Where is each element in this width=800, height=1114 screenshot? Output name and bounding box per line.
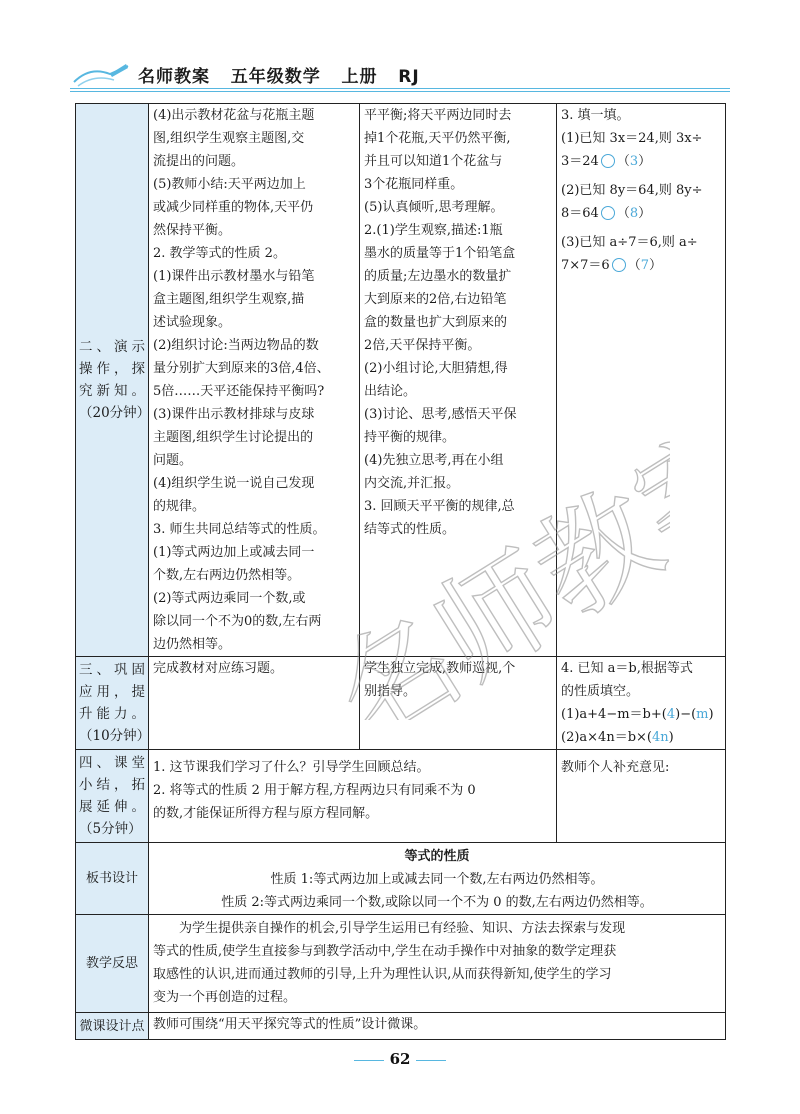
exercise4-answer2: m	[696, 707, 709, 722]
micro-lesson-text: 教师可围绕“用天平探究等式的性质”设计微课。	[153, 1017, 427, 1032]
teacher-activity-line: 盒主题图,组织学生观察,描	[153, 292, 305, 307]
teacher-activity-line: 量分别扩大到原来的3倍,4倍、	[153, 361, 330, 376]
micro-lesson-label: 微课设计点	[76, 1013, 149, 1040]
exercise-q1-expr: 3＝24	[561, 154, 599, 169]
teacher-activity-line: 流提出的问题。	[153, 154, 245, 169]
exercise4-line3	[561, 703, 721, 726]
board-design-content	[149, 843, 726, 915]
teacher-activity-line: (5)教师小结:天平两边加上	[153, 177, 306, 192]
reflection-line: 为学生提供亲自操作的机会,引导学生运用已有经验、知识、方法去探索与发现	[179, 921, 626, 936]
reflection-label: 教学反思	[76, 915, 149, 1013]
teacher-note-cell	[557, 750, 726, 843]
stage-label-explore: 二、演示操作，探究新知。（20分钟）	[76, 104, 149, 657]
teacher-note-label: 教师个人补充意见:	[561, 760, 670, 775]
student-activity-line: 的质量;左边墨水的数量扩	[364, 269, 512, 284]
teacher-activity-line: 3. 师生共同总结等式的性质。	[153, 522, 326, 537]
watermark-text: 名师教案	[310, 420, 670, 720]
exercise4-line4	[561, 726, 721, 749]
board-title: 等式的性质	[404, 849, 470, 864]
exercise-properties	[557, 657, 726, 750]
exercise4-expr1: (1)a+4−m＝b+(	[561, 707, 667, 722]
stage-row-summary	[76, 750, 726, 843]
student-activity-line: 2.(1)学生观察,描述:1瓶	[364, 223, 503, 238]
exercise4-expr1-mid: )−(	[675, 707, 697, 722]
student-activity-line: 掉1个花瓶,天平仍然平衡,	[364, 131, 511, 146]
student-activity-line: 大到原来的2倍,右边铅笔	[364, 292, 507, 307]
exercise-q2-line2: 8＝64 （8）	[561, 206, 652, 221]
teacher-activity-line: 主题图,组织学生讨论提出的	[153, 430, 314, 445]
exercise-fill-in	[557, 104, 726, 657]
exercise-q3-answer: 7	[640, 258, 650, 273]
student-activity-line: 并且可以知道1个花盆与	[364, 154, 503, 169]
student-activity-line: (4)先独立思考,再在小组	[364, 453, 504, 468]
summary-line: 2. 将等式的性质 2 用于解方程,方程两边只有同乘不为 0	[153, 783, 476, 798]
exercise-q3-expr: 7×7＝6	[561, 258, 610, 273]
summary-line: 的数,才能保证所得方程与原方程同解。	[153, 806, 379, 821]
exercise-q2-answer: 8	[629, 206, 639, 221]
student-activity-line: 内交流,并汇报。	[364, 476, 460, 491]
header-rule-thin	[70, 91, 730, 92]
reflection-row	[76, 915, 726, 1013]
teacher-activity-line: 然保持平衡。	[153, 223, 232, 238]
exercise-q1-line2: 3＝24 （3）	[561, 154, 652, 169]
page-number	[0, 1050, 800, 1068]
student-activity-line: 持平衡的规律。	[364, 430, 456, 445]
page-number-value: 62	[389, 1050, 411, 1068]
header-rule	[70, 88, 730, 89]
exercise4-answer3: 4n	[652, 730, 669, 745]
teacher-activity-line: (3)课件出示教材排球与皮球	[153, 407, 315, 422]
pen-logo-icon	[70, 60, 132, 90]
page-header	[70, 58, 730, 94]
teacher-activity-line: (1)课件出示教材墨水与铅笔	[153, 269, 315, 284]
summary-content	[149, 750, 557, 843]
exercise4-expr1-end: )	[708, 707, 714, 722]
exercise-q1-line1: (1)已知 3x＝24,则 3x÷	[561, 131, 703, 146]
student-activity-line: (3)讨论、思考,感悟天平保	[364, 407, 517, 422]
teacher-activity-line: 或减少同样重的物体,天平仍	[153, 200, 314, 215]
student-activity-line: 结等式的性质。	[364, 522, 456, 537]
practice-teacher-text: 完成教材对应练习题。	[153, 661, 284, 676]
teacher-activity-line: (4)组织学生说一说自己发现	[153, 476, 315, 491]
student-activities-practice	[360, 657, 557, 750]
page-number-dash-left	[354, 1060, 384, 1061]
teacher-activities-explore	[149, 104, 360, 657]
exercise-q2-line1: (2)已知 8y＝64,则 8y÷	[561, 183, 703, 198]
student-activities-explore	[360, 104, 557, 657]
practice-student-line: 学生独立完成,教师巡视,个	[364, 661, 516, 676]
board-property-1: 性质 1:等式两边加上或减去同一个数,左右两边仍然相等。	[270, 872, 604, 887]
teacher-activity-line: (2)组织讨论:当两边物品的数	[153, 338, 319, 353]
teacher-activities-practice	[149, 657, 360, 750]
reflection-line: 变为一个再创造的过程。	[153, 990, 297, 1005]
student-activity-line: 出结论。	[364, 384, 417, 399]
board-design-label: 板书设计	[76, 843, 149, 915]
stage-row-explore	[76, 104, 726, 657]
micro-lesson-content	[149, 1013, 726, 1040]
stage-label-practice: 三、巩固应用，提升能力。（10分钟）	[76, 657, 149, 750]
teacher-activity-line: 问题。	[153, 453, 193, 468]
micro-lesson-row	[76, 1013, 726, 1040]
student-activity-line: (2)小组讨论,大胆猜想,得	[364, 361, 508, 376]
reflection-line: 取感性的认识,进而通过教师的引导,上升为理性认识,从而获得新知,使学生的学习	[153, 967, 612, 982]
summary-line: 1. 这节课我们学习了什么？引导学生回顾总结。	[153, 760, 430, 775]
board-design-row	[76, 843, 726, 915]
teacher-activity-line: 的规律。	[153, 499, 206, 514]
exercise4-expr2: (2)a×4n＝b×(	[561, 730, 652, 745]
teacher-activity-line: 边仍然相等。	[153, 637, 232, 652]
practice-student-line: 别指导。	[364, 684, 417, 699]
teacher-activity-line: 除以同一个不为0的数,左右两	[153, 614, 322, 629]
stage-label-summary: 四、课堂小结，拓展延伸。（5分钟）	[76, 750, 149, 843]
exercise4-line2: 的性质填空。	[561, 684, 640, 699]
teacher-activity-line: 5倍……天平还能保持平衡吗?	[153, 384, 325, 399]
student-activity-line: 3个花瓶同样重。	[364, 177, 464, 192]
teacher-activity-line: 图,组织学生观察主题图,交	[153, 131, 305, 146]
blank-circle-icon	[601, 206, 615, 220]
teacher-activity-line: (2)等式两边乘同一个数,或	[153, 591, 306, 606]
teacher-activity-line: (4)出示教材花盆与花瓶主题	[153, 108, 315, 123]
student-activity-line: 盒的数量也扩大到原来的	[364, 315, 508, 330]
page-number-dash-right	[416, 1060, 446, 1061]
exercise4-line1: 4. 已知 a＝b,根据等式	[561, 661, 693, 676]
exercise4-expr2-end: )	[668, 730, 674, 745]
student-activity-line: 2倍,天平保持平衡。	[364, 338, 481, 353]
teacher-activity-line: 述试验现象。	[153, 315, 232, 330]
teacher-activity-line: 2. 教学等式的性质 2。	[153, 246, 286, 261]
exercise-title: 3. 填一填。	[561, 108, 630, 123]
student-activity-line: 墨水的质量等于1个铅笔盒	[364, 246, 516, 261]
exercise-q3-line1: (3)已知 a÷7＝6,则 a÷	[561, 235, 698, 250]
blank-circle-icon	[601, 154, 615, 168]
student-activity-line: (5)认真倾听,思考理解。	[364, 200, 504, 215]
exercise-q3-line2: 7×7＝6 （7）	[561, 258, 663, 273]
teacher-activity-line: (1)等式两边加上或减去同一	[153, 545, 315, 560]
student-activity-line: 3. 回顾天平平衡的规律,总	[364, 499, 515, 514]
board-property-2: 性质 2:等式两边乘同一个数,或除以同一个不为 0 的数,左右两边仍然相等。	[221, 895, 653, 910]
lesson-plan-table	[75, 103, 726, 1040]
exercise-q1-answer: 3	[629, 154, 639, 169]
teacher-activity-line: 个数,左右两边仍然相等。	[153, 568, 301, 583]
exercise-q2-expr: 8＝64	[561, 206, 599, 221]
stage-row-practice	[76, 657, 726, 750]
reflection-content	[149, 915, 726, 1013]
blank-circle-icon	[612, 258, 626, 272]
header-title: 名师教案 五年级数学 上册 RJ	[138, 67, 420, 87]
exercise4-answer1: 4	[666, 707, 676, 722]
reflection-line: 等式的性质,使学生直接参与到教学活动中,学生在动手操作中对抽象的数学定理获	[153, 944, 617, 959]
student-activity-line: 平平衡;将天平两边同时去	[364, 108, 512, 123]
